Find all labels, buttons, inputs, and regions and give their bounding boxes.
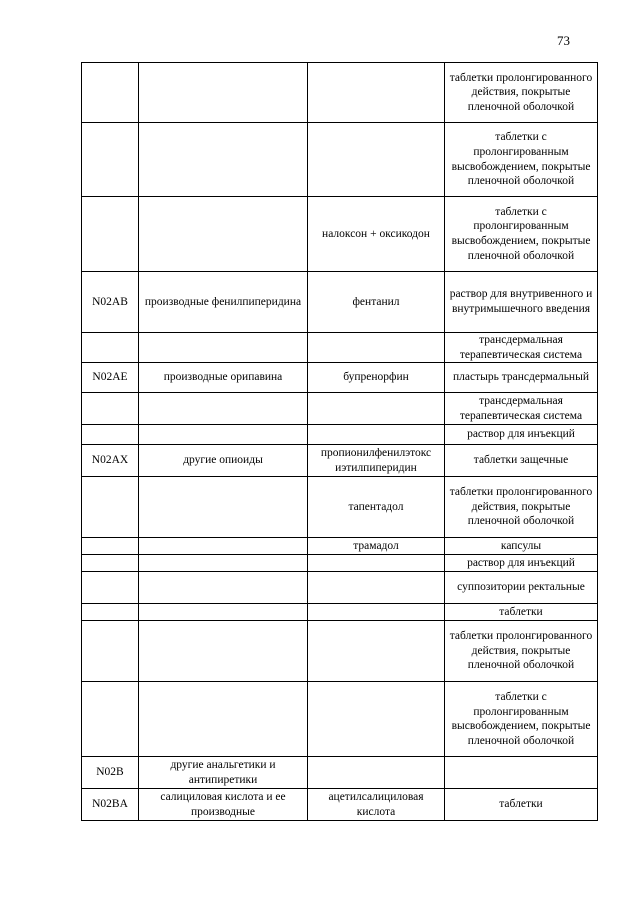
table-row (82, 63, 598, 123)
table-row (82, 757, 598, 789)
substance-cell (308, 333, 445, 363)
group-name-cell: салициловая кислота и ее производные (139, 789, 308, 821)
atc-code-cell (82, 393, 139, 425)
group-name-cell: другие опиоиды (139, 445, 308, 477)
substance-cell (308, 393, 445, 425)
substance-cell: ацетилсалициловая кислота (308, 789, 445, 821)
table-row (82, 538, 598, 555)
substance-cell (308, 682, 445, 757)
dosage-form-cell: таблетки пролонгированного действия, покрытые пленочной оболочкой (445, 63, 598, 123)
atc-code-cell (82, 123, 139, 197)
drug-table (81, 62, 598, 821)
substance-cell: фентанил (308, 272, 445, 333)
group-name-cell (139, 604, 308, 621)
dosage-form-cell: раствор для внутривенного и внутримышечного введения (445, 272, 598, 333)
dosage-form-cell: таблетки (445, 604, 598, 621)
atc-code-cell (82, 477, 139, 538)
dosage-form-cell: таблетки с пролонгированным высвобождением, покрытые пленочной оболочкой (445, 682, 598, 757)
atc-code-cell: N02AB (82, 272, 139, 333)
substance-cell: трамадол (308, 538, 445, 555)
group-name-cell (139, 682, 308, 757)
substance-cell: налоксон + оксикодон (308, 197, 445, 272)
group-name-cell (139, 477, 308, 538)
dosage-form-cell: таблетки защечные (445, 445, 598, 477)
table-row (82, 621, 598, 682)
substance-cell (308, 604, 445, 621)
table-row (82, 789, 598, 821)
table-row (82, 272, 598, 333)
table-row (82, 333, 598, 363)
atc-code-cell (82, 572, 139, 604)
dosage-form-cell: пластырь трансдермальный (445, 363, 598, 393)
table-row (82, 393, 598, 425)
substance-cell (308, 425, 445, 445)
atc-code-cell (82, 425, 139, 445)
substance-cell (308, 621, 445, 682)
dosage-form-cell: таблетки с пролонгированным высвобождением, покрытые пленочной оболочкой (445, 197, 598, 272)
substance-cell (308, 123, 445, 197)
page-number: 73 (557, 33, 570, 48)
atc-code-cell (82, 555, 139, 572)
atc-code-cell (82, 604, 139, 621)
dosage-form-cell: капсулы (445, 538, 598, 555)
group-name-cell (139, 538, 308, 555)
substance-cell (308, 572, 445, 604)
table-row (82, 445, 598, 477)
dosage-form-cell: таблетки пролонгированного действия, покрытые пленочной оболочкой (445, 477, 598, 538)
dosage-form-cell: таблетки пролонгированного действия, покрытые пленочной оболочкой (445, 621, 598, 682)
table-row (82, 363, 598, 393)
group-name-cell: другие анальгетики и антипиретики (139, 757, 308, 789)
table-row (82, 425, 598, 445)
dosage-form-cell (445, 757, 598, 789)
group-name-cell (139, 555, 308, 572)
atc-code-cell (82, 682, 139, 757)
group-name-cell: производные орипавина (139, 363, 308, 393)
dosage-form-cell: суппозитории ректальные (445, 572, 598, 604)
substance-cell (308, 555, 445, 572)
group-name-cell (139, 393, 308, 425)
dosage-form-cell: раствор для инъекций (445, 425, 598, 445)
atc-code-cell: N02AX (82, 445, 139, 477)
table-row (82, 123, 598, 197)
substance-cell: тапентадол (308, 477, 445, 538)
dosage-form-cell: таблетки (445, 789, 598, 821)
substance-cell (308, 757, 445, 789)
table-row (82, 197, 598, 272)
dosage-form-cell: трансдермальная терапевтическая система (445, 393, 598, 425)
table-row (82, 572, 598, 604)
atc-code-cell (82, 63, 139, 123)
substance-cell (308, 63, 445, 123)
group-name-cell (139, 333, 308, 363)
group-name-cell (139, 425, 308, 445)
table-row (82, 555, 598, 572)
dosage-form-cell: таблетки с пролонгированным высвобождением, покрытые пленочной оболочкой (445, 123, 598, 197)
group-name-cell (139, 621, 308, 682)
group-name-cell (139, 572, 308, 604)
dosage-form-cell: раствор для инъекций (445, 555, 598, 572)
table-row (82, 477, 598, 538)
atc-code-cell (82, 333, 139, 363)
group-name-cell: производные фенилпиперидина (139, 272, 308, 333)
group-name-cell (139, 63, 308, 123)
atc-code-cell: N02B (82, 757, 139, 789)
table-row (82, 682, 598, 757)
atc-code-cell (82, 538, 139, 555)
substance-cell: пропионилфенилэтокс иэтилпиперидин (308, 445, 445, 477)
substance-cell: бупренорфин (308, 363, 445, 393)
table-body (82, 63, 598, 821)
dosage-form-cell: трансдермальная терапевтическая система (445, 333, 598, 363)
table-row (82, 604, 598, 621)
group-name-cell (139, 197, 308, 272)
atc-code-cell: N02BA (82, 789, 139, 821)
atc-code-cell: N02AE (82, 363, 139, 393)
atc-code-cell (82, 621, 139, 682)
group-name-cell (139, 123, 308, 197)
atc-code-cell (82, 197, 139, 272)
